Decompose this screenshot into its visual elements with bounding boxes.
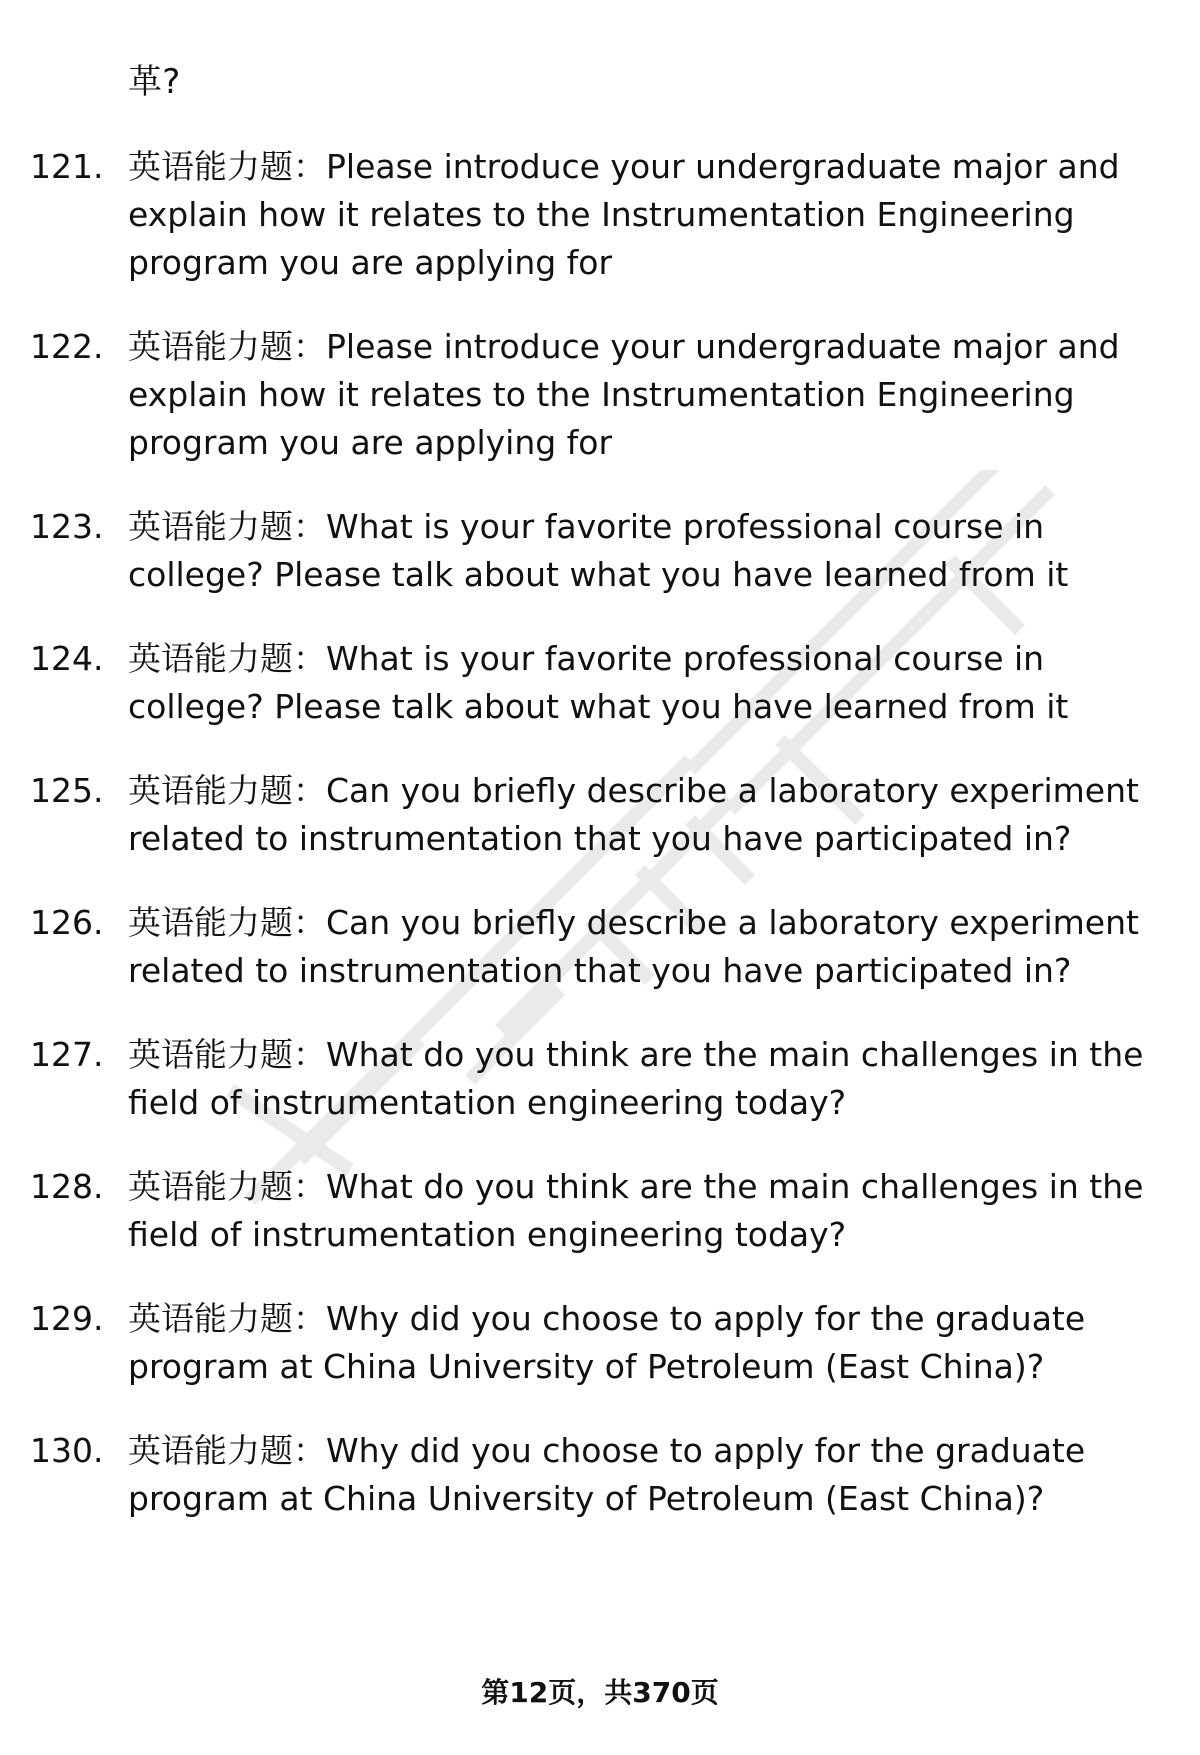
question-item [30,323,1180,467]
question-text: 英语能力题：Please introduce your undergraduate major and explain how it relates to the Instrumentation Engineering program you are applying for [128,327,1120,462]
question-number: 124. [30,639,104,678]
question-text: 英语能力题：What is your favorite professional course in college? Please talk about what you have learned from it [128,507,1069,594]
question-text: 英语能力题：What do you think are the main challenges in the field of instrumentation engineering today? [128,1167,1144,1254]
question-item [30,1427,1180,1523]
question-text: 英语能力题：Please introduce your undergraduate major and explain how it relates to the Instrumentation Engineering program you are applying for [128,147,1120,282]
question-number: 128. [30,1167,104,1206]
continuation-text: 革? [128,62,181,102]
question-item [30,143,1180,287]
question-list [30,143,1180,1559]
question-item [30,635,1180,731]
question-item [30,767,1180,863]
question-number: 129. [30,1299,104,1338]
question-number: 127. [30,1035,104,1074]
question-number: 121. [30,147,104,186]
question-number: 130. [30,1431,104,1470]
page-footer: 第12页，共370页 [481,1676,719,1709]
question-item [30,1031,1180,1127]
question-text: 英语能力题：What do you think are the main challenges in the field of instrumentation engineering today? [128,1035,1144,1122]
question-text: 英语能力题：Can you briefly describe a laboratory experiment related to instrumentation that you have participated in? [128,903,1139,990]
question-item [30,1295,1180,1391]
question-item [30,503,1180,599]
question-number: 123. [30,507,104,546]
question-text: 英语能力题：What is your favorite professional course in college? Please talk about what you have learned from it [128,639,1069,726]
question-number: 125. [30,771,104,810]
question-text: 英语能力题：Why did you choose to apply for the graduate program at China University of Petroleum (East China)? [128,1431,1086,1518]
question-number: 122. [30,327,104,366]
question-item [30,1163,1180,1259]
question-text: 英语能力题：Can you briefly describe a laboratory experiment related to instrumentation that you have participated in? [128,771,1139,858]
question-number: 126. [30,903,104,942]
question-item [30,899,1180,995]
question-text: 英语能力题：Why did you choose to apply for the graduate program at China University of Petroleum (East China)? [128,1299,1086,1386]
